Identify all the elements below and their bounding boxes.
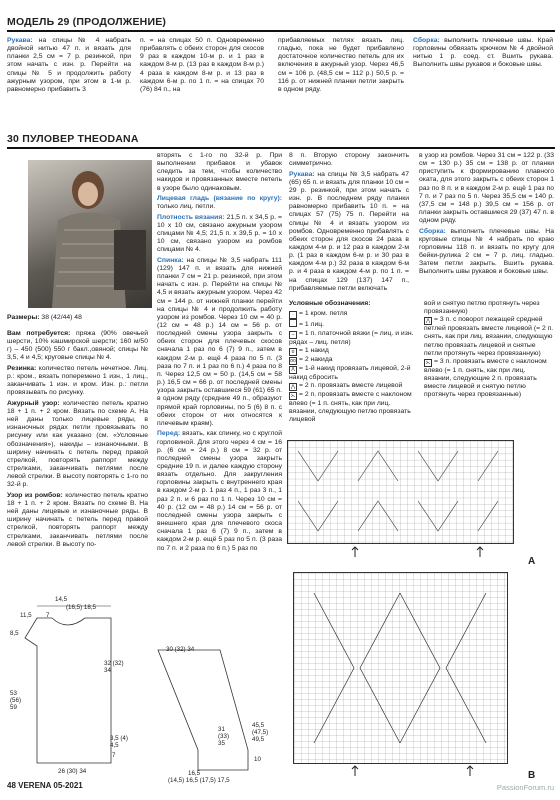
- chart-a-arrows: [350, 545, 490, 559]
- legend-item: – = 1 п. платочной вязки (= лиц. и изн. рядах – лиц. петля): [289, 329, 414, 346]
- schema2-right: 45,5 (47,5) 49,5: [252, 722, 269, 743]
- model-photo: [28, 160, 152, 308]
- schema1-bottom-h: 7: [112, 752, 116, 759]
- schema1-side-inner: 32 (32) 34: [104, 660, 124, 674]
- legend-item: ⋀ = 3 п. с поворот лежащей средней петлей провязать вместе лицевой (= 2 п. снять, как при лиц. вязании, следующую петлю провязать лицевой и снятые петли протянуть через провязанную): [424, 316, 554, 357]
- chart-b: [293, 572, 508, 764]
- top-col-2: п. = на спицах 50 п. Одновременно прибавлять с обеих сторон для скосов 9 раз в каждом 10-м р. и 1 раз в каждом 8-м р. (13 раз в каждом 8-м р.) 4 раза в каждом 8-м р. и 13 раз в каждом 6-м р. по 1 п. = на спицах 70 (76) 84 п., на: [140, 37, 264, 93]
- legend-item: Λ = 1-й накид провязать лицевой, 2-й накид сбросить: [289, 364, 411, 381]
- top-col-3: прибавляемых петлях вязать лиц. гладью, пока не будет прибавлено достаточное количество петель для их включения в ажурный узор. Через 46,5 см = 106 р. (48,5 см = 112 р.) 50,5 р. = 116 р. от нижней планки петли закрыть в одном ряду.: [278, 37, 404, 93]
- schema1-top2: (16,5) 18,5: [66, 604, 96, 611]
- main-col-3: 8 п. Вторую сторону закончить симметрично. Рукава: на спицы № 3,5 набрать 47 (65) 65 п. и вязать для планки 10 см = 29 р. резинкой, при этом начать с изн. р. В последнем ряду планки равномерно прибавить 10 п. = на спицах 57 (75) 75 п. Перейти на спицы № 4 и вязать узором из ромбов. Одновременно прибавлять с обеих сторон для скосов 24 раза в каждом 4-м р. и 12 раз в каждом 2-м р. (1 раз в каждом 6-м р. и 30 раз в каждом 4-м р.) 32 раза в каждом 6-м р. и 4 раза в каждом 4-м р. по 1 п. = на спицах 129 (137) 147 п., прибавляемые петли включать: [289, 152, 409, 292]
- size-line: Размеры: 38 (42/44) 48: [7, 314, 82, 321]
- top-col-1: Рукава: на спицы № 4 набрать двойной нитью 47 п. и вязать для планки 2,5 см = 7 р. резинкой, при этом начать с изн. р. Перейти на спицы № 5 и продолжить работу ажурным узором, при этом в 1-м р. равномерно прибавить 3: [7, 37, 131, 93]
- chart-b-label: B: [528, 770, 536, 781]
- section-header-30: 30 ПУЛОВЕР THEODANA: [7, 133, 139, 145]
- schema2-top: 30 (32) 34: [166, 646, 195, 653]
- arrow-up-icon: [477, 547, 483, 557]
- chart-a: [287, 440, 514, 544]
- schema2-bot-h: 10: [254, 756, 261, 763]
- chart-b-grid: [294, 573, 507, 763]
- top-col-4: Сборка: выполнить плечевые швы. Край горловины обвязать крючком № 4 двойной нитью 1 р. соед. ст. Вшить рукава. Выполнить швы рукавов и боковые швы.: [413, 37, 553, 69]
- schema1-top: 14,5: [55, 596, 68, 603]
- legend-item: = 1 лиц.: [289, 319, 417, 329]
- schema1-a: 11,5: [20, 612, 32, 619]
- schema2-bottom: 16,5: [188, 770, 201, 777]
- legend-item: вой и снятую петлю протянуть через провязанную): [424, 300, 540, 316]
- legend-item: ⋋ = 2 п. провязать вместе с наклоном влево (= 1 п. снять, как при лиц. вязании, следующую петлю провязать лицевой: [289, 390, 412, 424]
- schema1-b: 7: [46, 612, 50, 619]
- schema1-c: 8,5: [10, 630, 19, 637]
- schema1-bottom: 26 (30) 34: [58, 768, 87, 775]
- schema2-bottom2: (14,5) 16,5 (17,5) 17,5: [168, 777, 230, 784]
- schema-body-outline: [25, 618, 111, 763]
- header-rule-1: [7, 30, 555, 32]
- legend-item: · = 1 кром. петля: [289, 310, 417, 319]
- main-col-2: вторять с 1-го по 32-й р. При выполнении прибавок и убавок следить за тем, чтобы количество накидов и провязанных вместе петель в узоре было одинаковым. Лицевая гладь (вязание по кругу): только лиц. петли. Плотность вязания: 21,5 п. х 34,5 р. = 10 х 10 см, связано ажурным узором спицами № 4,5; 21,5 п. х 39,5 р. = 10 х 10 см, связано узором из ромбов спицами № 4. Спинка: на спицы № 3,5 набрать 111 (129) 147 п. и вязать для нижней планки 7 см = 21 р. резинкой, при этом начать с изн. р. Перейти на спицы № 4,5 и вязать ажурным узором. Через 42 см = 144 р. от нижней планки перейти на спицы № 4 и продолжить работу узором из ромбов. Через 10 см = 40 р. (12 см = 48 р.) 14 см = 56 р. от последней смены узора закрыть с обеих сторон для плечевых скосов сначала 1 раз по 6 (7) 9 п., затем в каждом 2-м р. ещё 4 раза по 5 п. (3 раза по 7 п. и 1 раз по 6 п.) 4 раза по 8 п. Через 12,5 см = 50 р. (14,5 см = 58 р.) 16,5 см = 66 р. от последней смены узора закрыть оставшиеся 59 (61) 65 п. в одном ряду (средние 49 п., образуют прямой край горловины, по 5 (6) 8 п. с обеих сторон от них относятся к плечевым краям). Перед: вязать, как спинку, но с круглой горловиной. Для этого через 4 см = 16 р. (6 см = 24 р.) 8 см = 32 р. от последней смены узора закрыть средние 19 п. и далее каждую сторону вязать отдельно. Для закругления горловины закрыть с внутреннего края в каждом 2-м р. 1 раз 4 п., 1 раз 3 п., 1 раз 2 п. и 6 раз по 1 п. Через 10 см = 40 р. (12 см = 48 р.) 14 см = 56 р. от последней смены узора закрыть с внешнего края для плечевого скоса сначала 1 раз 6 (7) 9 п., затем в каждом 2-м р. ещё 5 раз по 5 п. (3 раза по 7 п. и 2 раза по 6 п.) 5 раз по: [157, 152, 282, 552]
- main-col-4: в узор из ромбов. Через 31 см = 122 р. (33 см = 130 р.) 35 см = 138 р. от планки приступить к формированию плавного оката, для этого закрыть с обеих сторон 1 раз по 8 п. и в каждом 2-м р. ещё 1 раз по 7 п. и 7 раз по 5 п. Через 35,5 см = 140 р. (37,5 см = 148 р.) 39,5 см = 156 р. от планки закрыть оставшиеся 29 (37) 47 п. в одном ряду. Сборка: выполнить плечевые швы. На круговые спицы № 4 набрать по краю горловины 118 п. и вязать по кругу для бейки-рулика 2 см = 7 р. лиц. гладью. Затем петли закрыть. Вшить рукава. Выполнить швы рукавов и боковые швы.: [419, 152, 554, 276]
- model-photo-illustration: [28, 160, 152, 308]
- chart-a-grid: [288, 441, 513, 543]
- header-rule-2: [7, 147, 555, 149]
- legend-item: ⋋ = 3 п. провязать вместе с наклоном влево (= 1 п. снять, как при лиц. вязании, следующие 2 п. провязать вместе лицевой и снятую петлю протянуть через провязанные): [424, 357, 547, 399]
- legend: Условные обозначения: · = 1 кром. петля = 1 лиц. – = 1 п. платочной вязки (= лиц. и изн. рядах – лиц. петля) o = 1 накид oo = 2 накида Λ = 1-й накид провязать лицевой, 2-й накид сбросить ⋀ = 2 п. провязать вместе лицевой ⋋ = 2 п. провязать вместе с наклоном влево (= 1 п. снять, как при лиц. вязании, следующую петлю провязать лицевой: [289, 300, 417, 424]
- legend-item: ⋀ = 2 п. провязать вместе лицевой: [290, 381, 403, 390]
- arrow-up-icon: [352, 547, 358, 557]
- section-header-29: МОДЕЛЬ 29 (ПРОДОЛЖЕНИЕ): [7, 16, 167, 28]
- main-col-1: Вам потребуется: пряжа (90% овечьей шерсти, 10% кашмирской шерсти; 160 м/50 г) – 450 (500) 550 г бакл.,овяной; спицы № 3,5, 4 и 4,5; круговые спицы № 4. Резинка: количество петель нечетное. Лиц. р.: кром., вязать поперемено 1 изн., 1 лиц., заканчивать 1 изн. и кром. Изн. р.: петли провязывать по рисунку. Ажурный узор: количество петель кратно 18 + 1 п. + 2 кром. Вязать по схеме А. На ней даны только лицевые ряды, в изнаночных рядах петли провязывать по рисунку или как указано (см. «Условные обозначения»), накиды – изнаночными. В ширину начинать с петель перед правой стрелкой, повторять раппорт между стрелками, заканчивать петлями после левой стрелки. В высоту повторять с 1-го по 32-й р. Узор из ромбов: количество петель кратно 18 + 1 п. + 2 кром. Вязать по схеме В. На ней даны лицевые и изнаночные ряды. В ширину начинать с петель перед правой стрелкой, повторять раппорт между стрелками, заканчивать петлями после левой стрелки. В высоту по-: [7, 330, 148, 548]
- arrow-up-icon: [352, 766, 358, 776]
- watermark: PassionForum.ru: [496, 783, 554, 792]
- legend-continued: [424, 300, 554, 400]
- chart-a-label: A: [528, 556, 536, 567]
- legend-item: o = 1 накид: [289, 347, 417, 356]
- schema1-right-tick: 3,5 (4) 4,5: [110, 735, 128, 749]
- legend-item: oo = 2 накида: [290, 355, 333, 364]
- arrow-up-icon: [467, 766, 473, 776]
- schema-sleeve-outline: [158, 650, 248, 770]
- page-footer: 48 VERENA 05-2021: [7, 781, 83, 790]
- schema1-side-left: 53 (56) 59: [10, 690, 22, 711]
- schema-sleeve: [140, 640, 285, 775]
- schema2-mid: 31 (33) 35: [218, 726, 230, 747]
- chart-b-arrows: [350, 764, 490, 778]
